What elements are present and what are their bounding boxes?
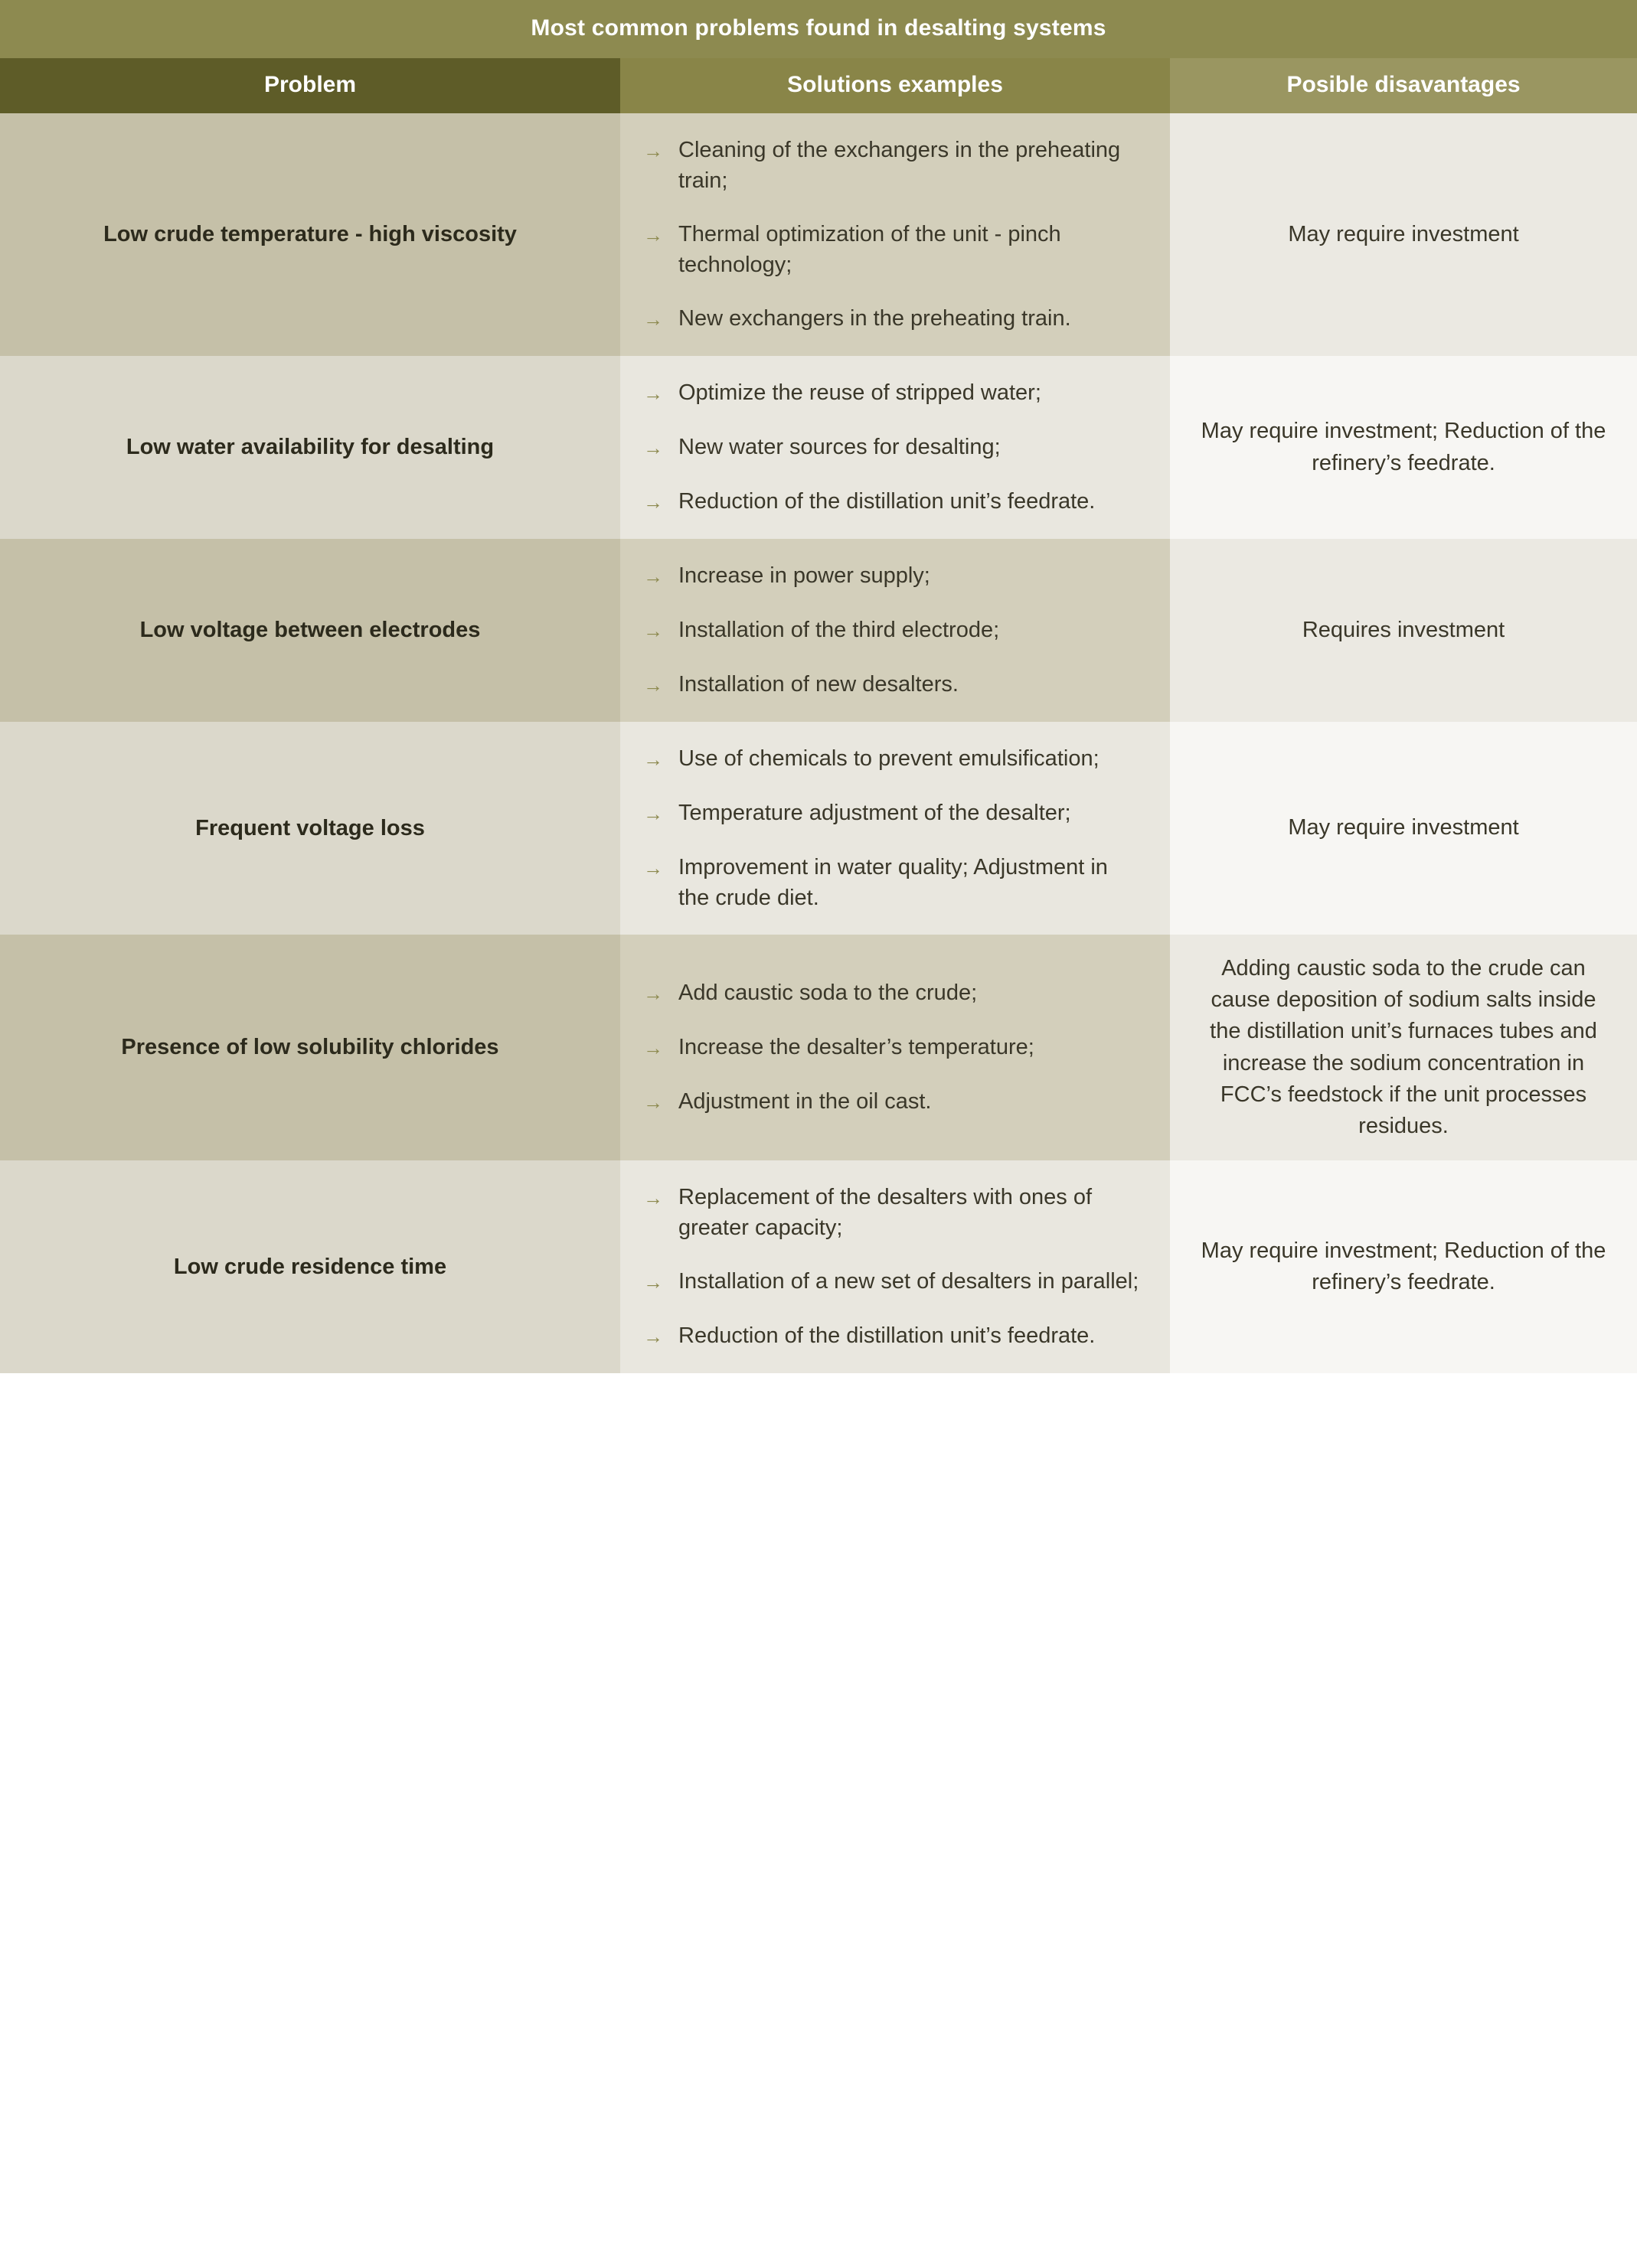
solution-text: Thermal optimization of the unit - pinch technology;	[678, 222, 1061, 278]
title-row	[0, 0, 1637, 58]
solution-text: Optimize the reuse of stripped water;	[678, 380, 1041, 406]
solution-item	[643, 560, 1144, 592]
table-row	[0, 722, 1637, 935]
cell-problem: Low voltage between electrodes	[0, 539, 620, 722]
solution-item	[643, 1032, 1144, 1063]
solution-text: Adjustment in the oil cast.	[678, 1089, 932, 1114]
table-body	[0, 113, 1637, 1373]
solution-text: New exchangers in the preheating train.	[678, 306, 1071, 331]
solution-item	[643, 615, 1144, 646]
cell-disadvantages: May require investment	[1170, 722, 1637, 935]
arrow-right-icon: →	[643, 436, 663, 460]
solution-item	[643, 486, 1144, 517]
solution-item	[643, 135, 1144, 196]
cell-disadvantages: Requires investment	[1170, 539, 1637, 722]
solution-item	[643, 1266, 1144, 1297]
cell-solutions	[620, 113, 1170, 356]
arrow-right-icon: →	[643, 1036, 663, 1060]
table-title: Most common problems found in desalting systems	[0, 0, 1637, 58]
cell-problem: Low crude temperature - high viscosity	[0, 113, 620, 356]
solution-item	[643, 798, 1144, 829]
cell-disadvantages: May require investment; Reduction of the refinery’s feedrate.	[1170, 1160, 1637, 1373]
solution-item	[643, 432, 1144, 463]
solution-text: Add caustic soda to the crude;	[678, 981, 978, 1006]
solution-text: Increase in power supply;	[678, 563, 930, 589]
arrow-right-icon: →	[643, 619, 663, 643]
arrow-right-icon: →	[643, 565, 663, 589]
solution-text: Temperature adjustment of the desalter;	[678, 801, 1071, 826]
cell-solutions	[620, 356, 1170, 539]
arrow-right-icon: →	[643, 982, 663, 1006]
cell-solutions	[620, 1160, 1170, 1373]
cell-solutions	[620, 722, 1170, 935]
column-header-disadvantages: Posible disavantages	[1170, 58, 1637, 113]
solution-text: Use of chemicals to prevent emulsification;	[678, 746, 1100, 772]
cell-problem: Frequent voltage loss	[0, 722, 620, 935]
solution-item	[643, 303, 1144, 334]
solution-text: New water sources for desalting;	[678, 435, 1001, 460]
column-header-solutions: Solutions examples	[620, 58, 1170, 113]
solution-text: Increase the desalter’s temperature;	[678, 1035, 1034, 1060]
solution-item	[643, 743, 1144, 775]
arrow-right-icon: →	[643, 674, 663, 697]
table-row	[0, 113, 1637, 356]
solutions-list	[643, 135, 1144, 334]
table-row	[0, 1160, 1637, 1373]
arrow-right-icon: →	[643, 139, 663, 162]
solution-text: Installation of a new set of desalters in parallel;	[678, 1269, 1139, 1294]
cell-solutions	[620, 539, 1170, 722]
solution-item	[643, 669, 1144, 700]
solutions-list	[643, 377, 1144, 517]
solution-item	[643, 377, 1144, 409]
arrow-right-icon: →	[643, 1091, 663, 1114]
solution-text: Improvement in water quality; Adjustment in the crude diet.	[678, 855, 1108, 911]
solution-text: Cleaning of the exchangers in the preheating train;	[678, 138, 1121, 194]
cell-problem: Presence of low solubility chlorides	[0, 935, 620, 1160]
solution-text: Installation of the third electrode;	[678, 618, 1000, 643]
arrow-right-icon: →	[643, 1186, 663, 1210]
solution-item	[643, 852, 1144, 913]
solution-item	[643, 1086, 1144, 1118]
solution-item	[643, 219, 1144, 280]
table-row	[0, 356, 1637, 539]
arrow-right-icon: →	[643, 802, 663, 826]
solution-item	[643, 1182, 1144, 1243]
solutions-list	[643, 1182, 1144, 1352]
cell-problem: Low crude residence time	[0, 1160, 620, 1373]
arrow-right-icon: →	[643, 382, 663, 406]
solutions-list	[643, 977, 1144, 1118]
cell-disadvantages: May require investment; Reduction of the refinery’s feedrate.	[1170, 356, 1637, 539]
arrow-right-icon: →	[643, 224, 663, 247]
solutions-list	[643, 560, 1144, 700]
solution-text: Replacement of the desalters with ones of greater capacity;	[678, 1185, 1093, 1241]
table-header	[0, 0, 1637, 113]
arrow-right-icon: →	[643, 491, 663, 514]
column-header-row	[0, 58, 1637, 113]
solution-item	[643, 977, 1144, 1009]
solution-text: Reduction of the distillation unit’s feedrate.	[678, 1323, 1096, 1349]
solution-text: Reduction of the distillation unit’s feedrate.	[678, 489, 1096, 514]
table-row	[0, 935, 1637, 1160]
solutions-list	[643, 743, 1144, 913]
arrow-right-icon: →	[643, 308, 663, 331]
table-row	[0, 539, 1637, 722]
arrow-right-icon: →	[643, 1271, 663, 1294]
arrow-right-icon: →	[643, 748, 663, 772]
solution-item	[643, 1320, 1144, 1352]
arrow-right-icon: →	[643, 857, 663, 880]
cell-disadvantages: Adding caustic soda to the crude can cause deposition of sodium salts inside the distillation unit’s furnaces tubes and increase the sodium concentration in FCC’s feedstock if the unit processes residues.	[1170, 935, 1637, 1160]
arrow-right-icon: →	[643, 1325, 663, 1349]
cell-problem: Low water availability for desalting	[0, 356, 620, 539]
cell-disadvantages: May require investment	[1170, 113, 1637, 356]
solution-text: Installation of new desalters.	[678, 672, 959, 697]
column-header-problem: Problem	[0, 58, 620, 113]
cell-solutions	[620, 935, 1170, 1160]
